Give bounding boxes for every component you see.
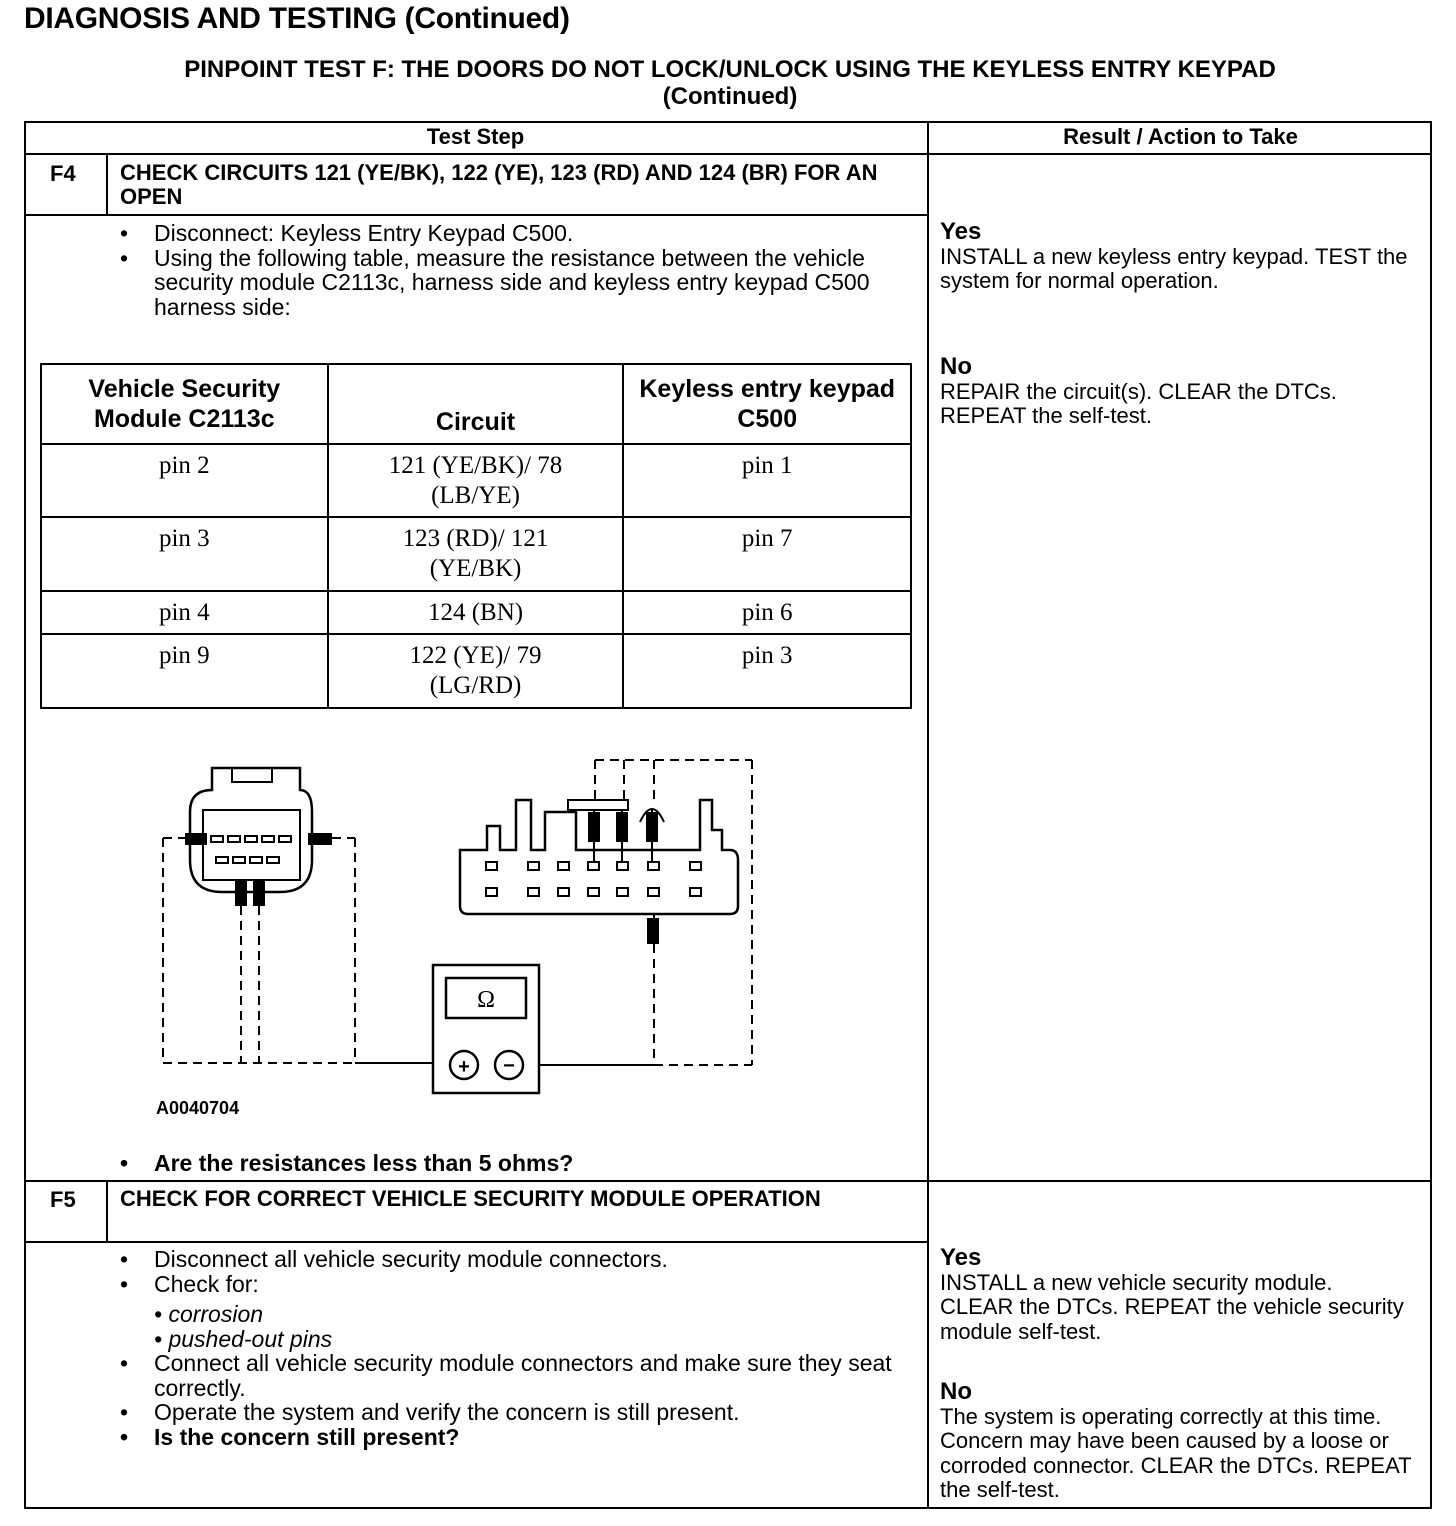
f4-bullet-disconnect: • Disconnect: Keyless Entry Keypad C500.: [120, 221, 910, 246]
circuit-cell: 121 (YE/BK)/ 78 (LB/YE): [328, 444, 624, 517]
f4-id-divider: [106, 153, 108, 214]
f5-result-yes: [940, 1246, 1410, 1344]
f5-title-divider: [24, 1241, 927, 1243]
meter-minus-terminal: −: [503, 1055, 515, 1077]
pin-table: [40, 363, 912, 709]
f5-instructions: [120, 1247, 910, 1449]
f4-question: • Are the resistances less than 5 ohms?: [120, 1151, 910, 1176]
pin-table-header-module: Vehicle Security Module C2113c: [41, 364, 328, 444]
f5-no-label: No: [940, 1378, 972, 1405]
column-divider: [927, 121, 929, 1509]
f4-step-title: CHECK CIRCUITS 121 (YE/BK), 122 (YE), 123 (RD) AND 124 (BR) FOR AN OPEN: [120, 160, 878, 209]
f4-yes-label: Yes: [940, 218, 982, 245]
f4-result-no: [940, 355, 1420, 429]
f4-no-label: No: [940, 353, 972, 380]
f5-bullet-check: [120, 1272, 910, 1352]
pin-cell: pin 7: [623, 517, 911, 591]
f5-check-sublist: [154, 1302, 910, 1351]
f5-divider: [24, 1180, 1432, 1182]
pinpoint-test-title: PINPOINT TEST F: THE DOORS DO NOT LOCK/UNLOCK USING THE KEYLESS ENTRY KEYPAD: [184, 56, 1276, 83]
ohmmeter: [433, 965, 539, 1093]
f5-sub-corrosion: • corrosion: [154, 1301, 264, 1327]
pin-cell: pin 3: [41, 517, 328, 591]
circuit-cell: 122 (YE)/ 79 (LG/RD): [328, 634, 624, 708]
pin-table-header-keypad: Keyless entry keypad C500: [623, 364, 911, 444]
f5-yes-text: INSTALL a new vehicle security module. CLEAR the DTCs. REPEAT the vehicle security module self-test.: [940, 1269, 1404, 1344]
pin-cell: pin 3: [623, 634, 911, 708]
f5-bullet-connect: • Connect all vehicle security module connectors and make sure they seat correctly.: [120, 1351, 910, 1400]
f5-check-label: Check for:: [154, 1270, 259, 1297]
pin-cell: pin 2: [41, 444, 328, 517]
f4-no-text: REPAIR the circuit(s). CLEAR the DTCs. REPEAT the self-test.: [940, 378, 1337, 428]
f4-yes-text: INSTALL a new keyless entry keypad. TEST the system for normal operation.: [940, 243, 1408, 293]
table-row: [41, 591, 911, 634]
pin-cell: pin 1: [623, 444, 911, 517]
meter-plus-terminal: +: [458, 1056, 470, 1078]
circuit-cell: 123 (RD)/ 121 (YE/BK): [328, 517, 624, 591]
figure-id: A0040704: [156, 1098, 240, 1118]
wiring-diagram: [150, 745, 770, 1095]
header-test-step: Test Step: [426, 124, 525, 149]
f4-result-yes: [940, 220, 1410, 294]
table-row: [41, 634, 911, 708]
pin-cell: pin 4: [41, 591, 328, 634]
f5-question: • Is the concern still present?: [120, 1425, 910, 1450]
f5-sub-pins: • pushed-out pins: [154, 1325, 333, 1352]
page-title: DIAGNOSIS AND TESTING (Continued): [24, 2, 570, 35]
pin-table-header-circuit: Circuit: [328, 364, 624, 444]
f4-bullet-measure: • Using the following table, measure the resistance between the vehicle security module C2113c, harness side and keyless entry keypad C500 harness side:: [120, 246, 910, 320]
f5-step-id: F5: [50, 1187, 76, 1212]
f5-result-no: [940, 1380, 1425, 1503]
f4-title-divider: [24, 214, 927, 216]
table-row: [41, 444, 911, 517]
vsm-connector-c2113c: [190, 768, 312, 892]
f5-id-divider: [106, 1180, 108, 1241]
pin-cell: pin 9: [41, 634, 328, 708]
f5-bullet-operate: • Operate the system and verify the concern is still present.: [120, 1400, 910, 1425]
header-divider: [24, 153, 1432, 155]
f5-bullet-disconnect: • Disconnect all vehicle security module connectors.: [120, 1247, 910, 1272]
pinpoint-test-continued: (Continued): [662, 83, 798, 110]
circuit-cell: 124 (BN): [328, 591, 624, 634]
f5-step-title: CHECK FOR CORRECT VEHICLE SECURITY MODULE OPERATION: [120, 1186, 821, 1211]
pin-cell: pin 6: [623, 591, 911, 634]
header-result: Result / Action to Take: [1063, 124, 1298, 149]
table-row: [41, 517, 911, 591]
f4-instructions: [120, 221, 910, 319]
f5-no-text: The system is operating correctly at this time. Concern may have been caused by a loose or corroded connector. CLEAR the DTCs. REPEAT the self-test.: [940, 1403, 1412, 1502]
f5-yes-label: Yes: [940, 1244, 982, 1271]
ohm-symbol: Ω: [477, 987, 495, 1013]
f4-step-id: F4: [50, 161, 76, 186]
f4-question-list: [120, 1151, 910, 1176]
